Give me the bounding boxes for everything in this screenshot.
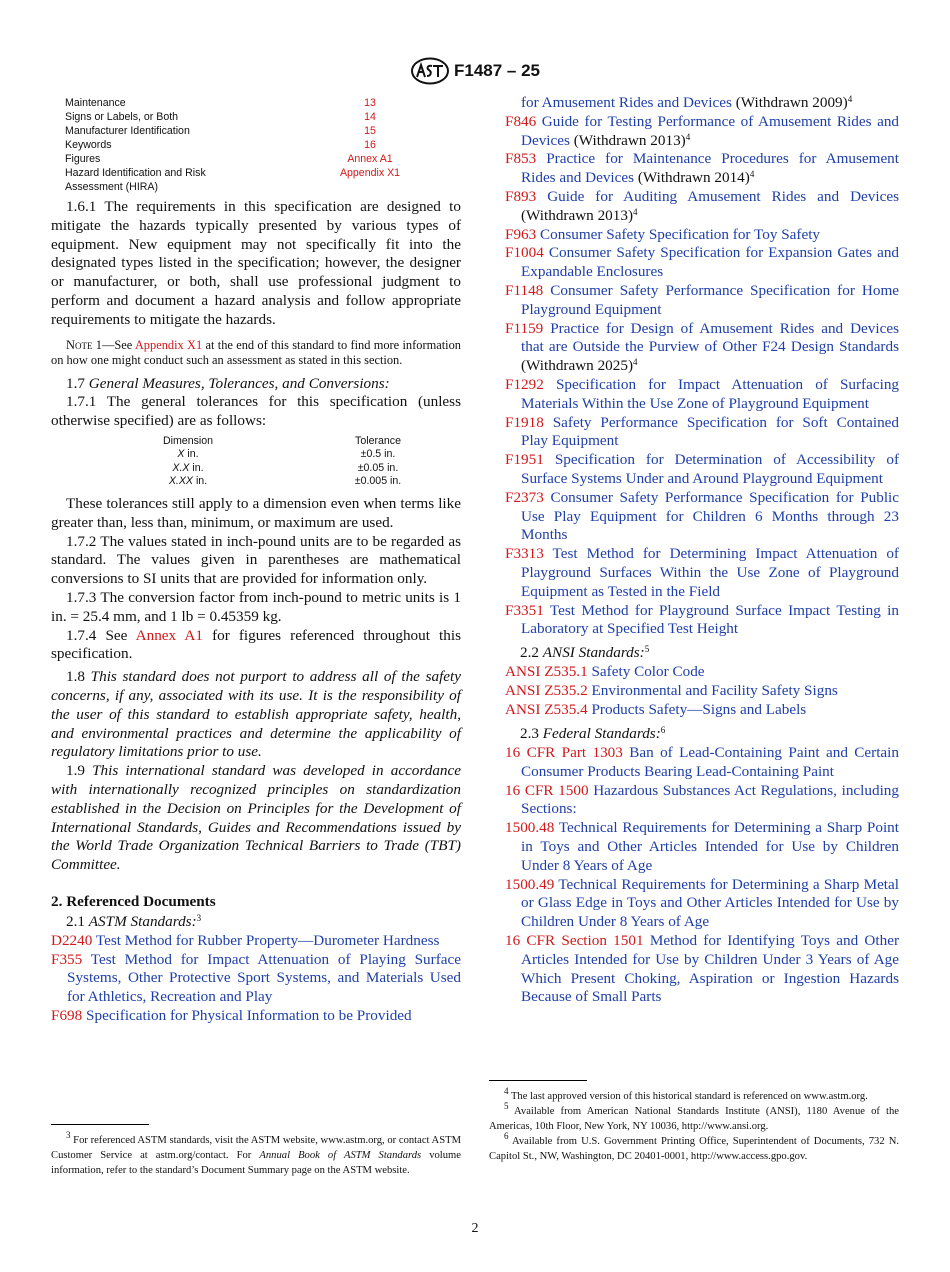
designation: F1487 – 25 [453,61,540,80]
ref-item[interactable]: 16 CFR Section 1501 Method for Identifying Toys and Other Articles Intended for Use by Children Under 3 Years of Age Which Present Choking, Aspiration or Ingestion Hazards Because of Small Parts [505,932,900,1006]
toc-row[interactable]: Hazard Identification and Risk Appendix X1 [65,167,401,179]
ref-item-continued[interactable]: for Amusement Rides and Devices (Withdrawn 2009)$^4$ [521,94,853,111]
astm-logo-icon [410,57,450,85]
ref-item[interactable]: F2373 Consumer Safety Performance Specification for Public Use Play Equipment for Children 6 Months through 23 Months [505,488,900,544]
para-2-2: 2.2 ANSI Standards:$^5$ [520,644,650,662]
page-number: 2 [471,1221,479,1236]
footnote-rule-left [51,1124,149,1125]
ref-item[interactable]: F3351 Test Method for Playground Surface Impact Testing in Laboratory at Specified Test Height [505,601,899,638]
ref-item[interactable]: F1148 Consumer Safety Performance Specification for Home Playground Equipment [505,281,899,318]
ref-item[interactable]: D2240 Test Method for Rubber Property—Durometer Hardness [51,931,440,949]
ref-item[interactable]: F1004 Consumer Safety Specification for Expansion Gates and Expandable Enclosures [505,244,900,281]
right-column [505,94,899,1007]
ref-item[interactable]: F698 Specification for Physical Information to be Provided [51,1006,412,1024]
ref-item[interactable]: F853 Practice for Maintenance Procedures for Amusement Rides and Devices (Withdrawn 2014)$^4$ [505,150,899,187]
para-1-9: 1.9 This international standard was developed in accordance with internationally recognized principles on standardization established in the Decision on Principles for the Development of International Standards, Guides and Recommendations issued by the World Trade Organization Technical Barriers to Trade (TBT) Committee. [51,762,462,874]
tolerance-table: Dimension Tolerance X in. ±0.5 in. X.X in. ±0.05 in. X.XX in. ±0.005 in. [118,435,438,489]
para-1-8: 1.8 This standard does not purport to address all of the safety concerns, if any, associated with its use. It is the responsibility of the user of this standard to establish appropriate safety, health, and environmental practices and determine the applicability of regulatory limitations prior to use. [51,668,462,761]
toc-row: Maintenance 13 [65,97,376,109]
toc-row: Signs or Labels, or Both 14 [65,111,376,123]
ref-item[interactable]: 1500.49 Technical Requirements for Determining a Sharp Metal or Glass Edge in Toys and Other Articles Intended for Use by Children Under 8 Years of Age [505,875,899,931]
annex-a1-link[interactable]: Annex A1 [135,626,203,644]
tolerance-note: These tolerances still apply to a dimension even when terms like greater than, less than, minimum, or maximum are used. [51,494,461,531]
ref-item[interactable]: F1159 Practice for Design of Amusement Rides and Devices that are Outside the Purview of Other F24 Design Standards (Withdrawn 2025)$^4$ [505,319,899,375]
ref-item[interactable]: F3313 Test Method for Determining Impact Attenuation of Playground Surfaces Within the Use Zone of Playground Equipment as Tested in the Field [505,545,899,600]
ref-item[interactable]: F893 Guide for Auditing Amusement Rides and Devices (Withdrawn 2013)$^4$ [505,187,899,224]
ref-item[interactable]: F1292 Specification for Impact Attenuation of Surfacing Materials Within the Use Zone of Playground Equipment [505,375,900,412]
toc-table [65,96,425,194]
footnote-6: $^6$ Available from U.S. Government Printing Office, Superintendent of Documents, 732 N. Capitol St., NW, Washington, DC 20401-0001, http://www.access.gpo.gov. [489,1131,899,1162]
section-2-heading: 2. Referenced Documents [51,892,216,910]
ref-item[interactable]: F355 Test Method for Impact Attenuation of Playing Surface Systems, Other Protective Sport Systems, and Materials Used for Athletics, Recreation and Play [51,950,461,1006]
ref-item[interactable]: F846 Guide for Testing Performance of Amusement Rides and Devices (Withdrawn 2013)$^4$ [505,112,900,149]
ref-item[interactable]: F1951 Specification for Determination of Accessibility of Surface Systems Under and Around Playground Equipment [505,451,900,487]
note-1: Note 1—See Appendix X1 at the end of this standard to find more information on how one might conduct such an assessment as stated in this section. [51,337,461,368]
toc-row: Manufacturer Identification 15 [65,125,376,137]
footnotes-right [489,1086,899,1164]
para-1-6-1: 1.6.1 The requirements in this specification are designed to mitigate the hazards typically presented by various types of equipment. New equipment may not specifically fit into the designated types listed in the specification; however, the designer or manufacturer, or both, shall use professional judgment to perform and document a hazard analysis and follow appropriate requirements to mitigate the hazards. [51,198,461,328]
left-column [51,94,461,1026]
para-1-7-1: 1.7.1 The general tolerances for this specification (unless otherwise specified) are as follows: [51,393,461,430]
footnote-5: $^5$ Available from American National Standards Institute (ANSI), 1180 Avenue of the Americas, 10th Floor, New York, NY 10036, http://www.ansi.org. [489,1101,899,1132]
ref-item[interactable]: ANSI Z535.2 Environmental and Facility Safety Signs [505,681,838,699]
toc-row: Keywords 16 [65,139,376,151]
para-1-7-3: 1.7.3 The conversion factor from inch-pound to metric units is 1 in. = 25.4 mm, and 1 lb = 0.45359 kg. [51,588,461,625]
appendix-x1-link[interactable]: Appendix X1 [134,337,203,352]
ref-item[interactable]: ANSI Z535.1 Safety Color Code [505,662,705,680]
footnote-3: $^3$ For referenced ASTM standards, visit the ASTM website, www.astm.org, or contact ASTM Customer Service at astm.org/contact. For Annual Book of ASTM Standards volume information, refer to the standard’s Document Summary page on the ASTM website. [51,1130,461,1176]
ref-item[interactable]: F963 Consumer Safety Specification for Toy Safety [505,225,821,243]
astm-ref-list [505,113,899,639]
para-1-7-2: 1.7.2 The values stated in inch-pound units are to be regarded as standard. The values given in parentheses are mathematical conversions to SI units that are provided for information only. [51,532,461,588]
ref-item[interactable]: 16 CFR 1500 Hazardous Substances Act Regulations, including Sections: [505,781,899,818]
footnote-4: $^4$ The last approved version of this historical standard is referenced on www.astm.org. [504,1086,868,1102]
para-1-7-4: 1.7.4 See Annex A1 for figures referenced throughout this specification. [51,626,461,663]
footnote-rule-right [489,1080,587,1081]
toc-row[interactable]: Figures Annex A1 [65,153,393,165]
toc-row: Assessment (HIRA) [65,181,159,193]
table-row: X in. ±0.5 in. [177,448,396,461]
page-header [0,57,950,85]
ref-item[interactable]: 1500.48 Technical Requirements for Determining a Sharp Point in Toys and Other Articles Intended for Use by Children Under 8 Years of Age [505,819,899,874]
ref-item[interactable]: F1918 Safety Performance Specification for Soft Contained Play Equipment [505,413,900,450]
ref-item[interactable]: 16 CFR Part 1303 Ban of Lead-Containing Paint and Certain Consumer Products Bearing Lead-Containing Paint [505,744,899,780]
table-row: X.XX in. ±0.005 in. [168,475,402,488]
para-1-7: 1.7 General Measures, Tolerances, and Conversions: [66,374,390,392]
para-2-3: 2.3 Federal Standards:$^6$ [520,725,666,743]
ref-item[interactable]: ANSI Z535.4 Products Safety—Signs and Labels [505,700,807,718]
table-row: X.X in. ±0.05 in. [172,461,399,474]
para-2-1: 2.1 ASTM Standards:$^3$ [66,912,202,930]
